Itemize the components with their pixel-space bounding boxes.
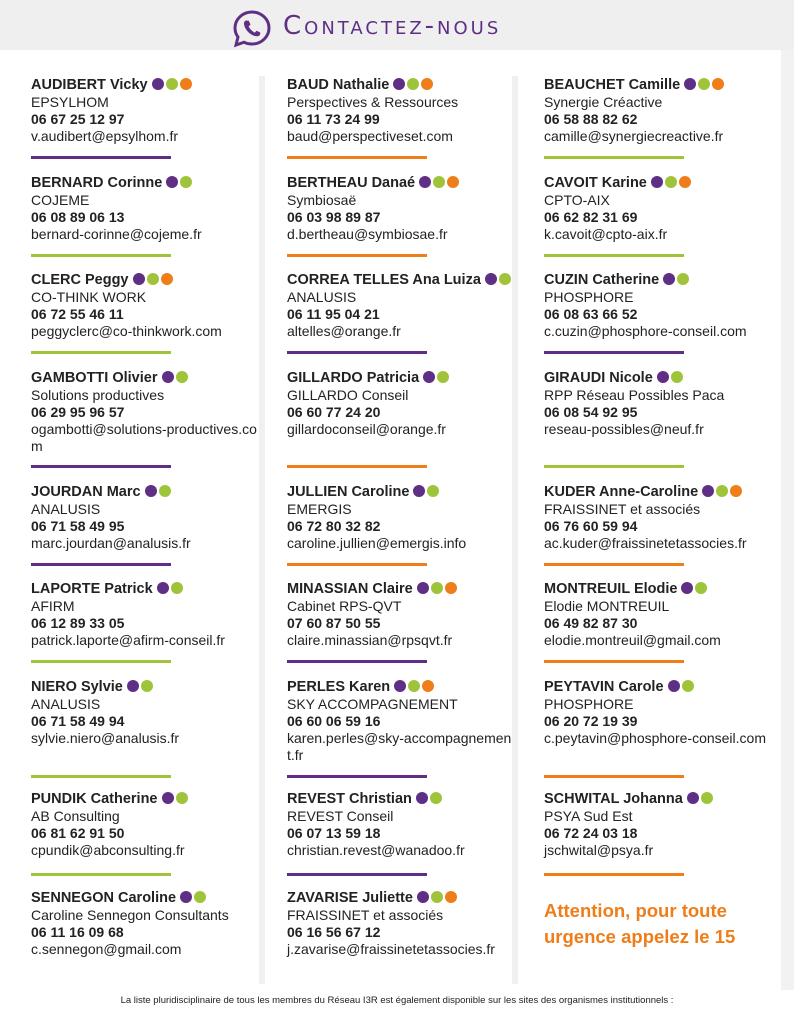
contact-entry-audibert-vicky [31, 76, 263, 145]
separator-line [31, 156, 171, 159]
contact-organization: CPTO-AIX [544, 192, 610, 208]
separator-line [31, 351, 171, 354]
contact-name: BERNARD Corinne [31, 175, 163, 191]
contact-phone[interactable]: 06 60 06 59 16 [287, 713, 381, 729]
purple-dot-icon [663, 273, 675, 285]
specialty-dots [162, 791, 190, 808]
contact-organization: PHOSPHORE [544, 289, 634, 305]
contact-phone[interactable]: 06 62 82 31 69 [544, 209, 638, 225]
contact-name: JULLIEN Caroline [287, 484, 410, 500]
green-dot-icon [499, 273, 511, 285]
contact-panel [0, 50, 781, 990]
purple-dot-icon [394, 680, 406, 692]
contact-email[interactable]: elodie.montreuil@gmail.com [544, 632, 721, 648]
contact-organization: PHOSPHORE [544, 696, 634, 712]
contact-email[interactable]: ogambotti@solutions-productives.com [31, 421, 257, 454]
green-dot-icon [431, 891, 443, 903]
specialty-dots [133, 272, 175, 289]
contact-entry-bernard-corinne [31, 174, 263, 243]
contact-phone[interactable]: 06 11 73 24 99 [287, 111, 380, 127]
green-dot-icon [166, 78, 178, 90]
contact-organization: Caroline Sennegon Consultants [31, 907, 229, 923]
contact-header [544, 174, 776, 192]
contact-email[interactable]: c.cuzin@phosphore-conseil.com [544, 323, 747, 339]
orange-dot-icon [679, 176, 691, 188]
specialty-dots [127, 679, 155, 696]
purple-dot-icon [657, 371, 669, 383]
specialty-dots [419, 175, 461, 192]
contact-header [31, 580, 263, 598]
specialty-dots [485, 272, 513, 289]
contact-entry-zavarise-juliette [287, 889, 517, 958]
contact-entry-giraudi-nicole [544, 369, 776, 438]
contact-header [287, 369, 517, 387]
purple-dot-icon [127, 680, 139, 692]
separator-line [31, 254, 171, 257]
contact-name: AUDIBERT Vicky [31, 77, 148, 93]
purple-dot-icon [145, 485, 157, 497]
contact-name: PUNDIK Catherine [31, 791, 158, 807]
contact-email[interactable]: bernard-corinne@cojeme.fr [31, 226, 202, 242]
contact-phone[interactable]: 06 08 63 66 52 [544, 306, 638, 322]
specialty-dots [152, 77, 194, 94]
contact-header [544, 271, 776, 289]
contact-entry-montreuil-elodie [544, 580, 776, 649]
contact-entry-beauchet-camille [544, 76, 776, 145]
contact-name: MINASSIAN Claire [287, 581, 413, 597]
green-dot-icon [665, 176, 677, 188]
purple-dot-icon [417, 891, 429, 903]
specialty-dots [393, 77, 435, 94]
separator-line [544, 351, 684, 354]
contact-header [287, 174, 517, 192]
separator-line [544, 254, 684, 257]
contact-organization: ANALUSIS [31, 696, 101, 712]
contact-phone[interactable]: 06 71 58 49 95 [31, 518, 125, 534]
green-dot-icon [407, 78, 419, 90]
contact-phone[interactable]: 06 12 89 33 05 [31, 615, 125, 631]
contact-name: NIERO Sylvie [31, 679, 123, 695]
purple-dot-icon [166, 176, 178, 188]
contact-email[interactable]: gillardoconseil@orange.fr [287, 421, 446, 437]
contact-email[interactable]: cpundik@abconsulting.fr [31, 842, 185, 858]
green-dot-icon [427, 485, 439, 497]
contact-entry-kuder-anne-caroline [544, 483, 776, 552]
orange-dot-icon [422, 680, 434, 692]
contact-header [31, 369, 263, 387]
purple-dot-icon [393, 78, 405, 90]
contact-name: CAVOIT Karine [544, 175, 647, 191]
separator-line [287, 156, 427, 159]
contact-name: KUDER Anne-Caroline [544, 484, 699, 500]
contact-name: BAUD Nathalie [287, 77, 390, 93]
green-dot-icon [677, 273, 689, 285]
separator-line [544, 873, 684, 876]
contact-phone[interactable]: 06 20 72 19 39 [544, 713, 638, 729]
contact-name: BERTHEAU Danaé [287, 175, 416, 191]
orange-dot-icon [180, 78, 192, 90]
orange-dot-icon [161, 273, 173, 285]
contact-entry-laporte-patrick [31, 580, 263, 649]
purple-dot-icon [423, 371, 435, 383]
contact-name: REVEST Christian [287, 791, 412, 807]
orange-dot-icon [421, 78, 433, 90]
contact-phone[interactable]: 06 03 98 89 87 [287, 209, 381, 225]
contact-header [31, 678, 263, 696]
contact-header [31, 790, 263, 808]
green-dot-icon [701, 792, 713, 804]
contact-email[interactable]: camille@synergiecreactive.fr [544, 128, 724, 144]
separator-line [544, 156, 684, 159]
green-dot-icon [671, 371, 683, 383]
green-dot-icon [141, 680, 153, 692]
green-dot-icon [171, 582, 183, 594]
contact-header [31, 271, 263, 289]
specialty-dots [663, 272, 691, 289]
contact-entry-sennegon-caroline [31, 889, 263, 958]
separator-line [544, 775, 684, 778]
contact-entry-cavoit-karine [544, 174, 776, 243]
green-dot-icon [698, 78, 710, 90]
contact-name: CLERC Peggy [31, 272, 129, 288]
purple-dot-icon [684, 78, 696, 90]
contact-email[interactable]: sylvie.niero@analusis.fr [31, 730, 180, 746]
contact-name: SCHWITAL Johanna [544, 791, 683, 807]
contact-phone[interactable]: 06 72 24 03 18 [544, 825, 638, 841]
contact-header [544, 678, 776, 696]
purple-dot-icon [180, 891, 192, 903]
contact-name: MONTREUIL Elodie [544, 581, 678, 597]
contact-email[interactable]: d.bertheau@symbiosae.fr [287, 226, 448, 242]
contact-email[interactable]: c.peytavin@phosphore-conseil.com [544, 730, 766, 746]
contact-organization: CO-THINK WORK [31, 289, 147, 305]
contact-phone[interactable]: 06 07 13 59 18 [287, 825, 381, 841]
contact-entry-clerc-peggy [31, 271, 263, 340]
contact-organization: FRAISSINET et associés [544, 501, 701, 517]
contact-organization: Elodie MONTREUIL [544, 598, 670, 614]
specialty-dots [657, 370, 685, 387]
purple-dot-icon [651, 176, 663, 188]
contact-header [544, 790, 776, 808]
contact-header [31, 483, 263, 501]
contact-organization: SKY ACCOMPAGNEMENT [287, 696, 458, 712]
contact-phone[interactable]: 06 49 82 87 30 [544, 615, 638, 631]
contact-name: PERLES Karen [287, 679, 391, 695]
contact-organization: Cabinet RPS-QVT [287, 598, 402, 614]
purple-dot-icon [668, 680, 680, 692]
contact-phone[interactable]: 07 60 87 50 55 [287, 615, 381, 631]
contact-name: GIRAUDI Nicole [544, 370, 653, 386]
contact-name: GAMBOTTI Olivier [31, 370, 158, 386]
phone-icon [232, 9, 272, 49]
contact-email[interactable]: reseau-possibles@neuf.fr [544, 421, 704, 437]
purple-dot-icon [417, 582, 429, 594]
contact-name: CORREA TELLES Ana Luiza [287, 272, 481, 288]
orange-dot-icon [447, 176, 459, 188]
specialty-dots [417, 581, 459, 598]
specialty-dots [394, 679, 436, 696]
green-dot-icon [695, 582, 707, 594]
contact-organization: AB Consulting [31, 808, 120, 824]
contact-phone[interactable]: 06 11 16 09 68 [31, 924, 124, 940]
separator-line [544, 465, 684, 468]
page-title: Contactez-nous [283, 11, 502, 41]
contact-header [287, 790, 517, 808]
separator-line [544, 660, 684, 663]
contact-header [287, 580, 517, 598]
contact-phone[interactable]: 06 72 55 46 11 [31, 306, 124, 322]
specialty-dots [702, 484, 744, 501]
contact-header [544, 76, 776, 94]
scrollbar-track[interactable] [781, 50, 794, 990]
contact-organization: Perspectives & Ressources [287, 94, 459, 110]
separator-line [287, 465, 427, 468]
contact-header [31, 174, 263, 192]
separator-line [31, 465, 171, 468]
purple-dot-icon [157, 582, 169, 594]
specialty-dots [684, 77, 726, 94]
contact-entry-niero-sylvie [31, 678, 263, 747]
green-dot-icon [176, 371, 188, 383]
contact-organization: REVEST Conseil [287, 808, 394, 824]
emergency-notice: Attention, pour toute urgence appelez le 15 [544, 900, 736, 947]
specialty-dots [145, 484, 173, 501]
separator-line [287, 254, 427, 257]
contact-name: PEYTAVIN Carole [544, 679, 664, 695]
purple-dot-icon [485, 273, 497, 285]
contact-email[interactable]: j.zavarise@fraissinetetassocies.fr [287, 941, 495, 957]
specialty-dots [413, 484, 441, 501]
specialty-dots [157, 581, 185, 598]
contact-phone[interactable]: 06 60 77 24 20 [287, 404, 381, 420]
contact-phone[interactable]: 06 58 88 82 62 [544, 111, 638, 127]
specialty-dots [681, 581, 709, 598]
contact-email[interactable]: jschwital@psya.fr [544, 842, 654, 858]
green-dot-icon [159, 485, 171, 497]
orange-dot-icon [445, 891, 457, 903]
contact-name: GILLARDO Patricia [287, 370, 420, 386]
contact-phone[interactable]: 06 71 58 49 94 [31, 713, 125, 729]
contact-entry-gambotti-olivier [31, 369, 263, 455]
contact-organization: EPSYLHOM [31, 94, 109, 110]
purple-dot-icon [162, 792, 174, 804]
contact-entry-schwital-johanna [544, 790, 776, 859]
contact-phone[interactable]: 06 76 60 59 94 [544, 518, 638, 534]
green-dot-icon [433, 176, 445, 188]
contact-header [287, 889, 517, 907]
contact-name: CUZIN Catherine [544, 272, 660, 288]
contact-phone[interactable]: 06 29 95 96 57 [31, 404, 125, 420]
contact-email[interactable]: karen.perles@sky-accompagnement.fr [287, 730, 512, 763]
contact-email[interactable]: k.cavoit@cpto-aix.fr [544, 226, 668, 242]
contact-organization: ANALUSIS [31, 501, 101, 517]
contact-organization: FRAISSINET et associés [287, 907, 444, 923]
green-dot-icon [437, 371, 449, 383]
contact-header [31, 76, 263, 94]
purple-dot-icon [419, 176, 431, 188]
contact-email[interactable]: christian.revest@wanadoo.fr [287, 842, 465, 858]
orange-dot-icon [445, 582, 457, 594]
contact-email[interactable]: v.audibert@epsylhom.fr [31, 128, 179, 144]
contact-email[interactable]: patrick.laporte@afirm-conseil.fr [31, 632, 225, 648]
green-dot-icon [147, 273, 159, 285]
contact-header [287, 76, 517, 94]
separator-line [287, 563, 427, 566]
contact-phone[interactable]: 06 11 95 04 21 [287, 306, 380, 322]
contact-entry-jourdan-marc [31, 483, 263, 552]
specialty-dots [162, 370, 190, 387]
separator-line [544, 563, 684, 566]
green-dot-icon [408, 680, 420, 692]
contact-organization: COJEME [31, 192, 90, 208]
contact-organization: Solutions productives [31, 387, 165, 403]
separator-line [287, 873, 427, 876]
specialty-dots [423, 370, 451, 387]
orange-dot-icon [730, 485, 742, 497]
contact-entry-perles-karen [287, 678, 517, 764]
specialty-dots [687, 791, 715, 808]
contact-phone[interactable]: 06 16 56 67 12 [287, 924, 381, 940]
purple-dot-icon [687, 792, 699, 804]
contact-organization: EMERGIS [287, 501, 352, 517]
separator-line [287, 775, 427, 778]
contact-entry-pundik-catherine [31, 790, 263, 859]
contact-organization: ANALUSIS [287, 289, 357, 305]
purple-dot-icon [162, 371, 174, 383]
specialty-dots [417, 890, 459, 907]
separator-line [287, 351, 427, 354]
green-dot-icon [194, 891, 206, 903]
green-dot-icon [431, 582, 443, 594]
specialty-dots [180, 890, 208, 907]
contact-header [287, 483, 517, 501]
contact-phone[interactable]: 06 72 80 32 82 [287, 518, 381, 534]
purple-dot-icon [152, 78, 164, 90]
green-dot-icon [716, 485, 728, 497]
purple-dot-icon [681, 582, 693, 594]
contact-name: JOURDAN Marc [31, 484, 141, 500]
contact-header [287, 271, 517, 289]
contact-entry-bertheau-danae [287, 174, 517, 243]
contact-email[interactable]: altelles@orange.fr [287, 323, 401, 339]
orange-dot-icon [712, 78, 724, 90]
contact-name: LAPORTE Patrick [31, 581, 153, 597]
contact-entry-jullien-caroline [287, 483, 517, 552]
purple-dot-icon [413, 485, 425, 497]
contact-phone[interactable]: 06 08 89 06 13 [31, 209, 125, 225]
contact-name: BEAUCHET Camille [544, 77, 681, 93]
contact-entry-cuzin-catherine [544, 271, 776, 340]
green-dot-icon [176, 792, 188, 804]
contact-email[interactable]: c.sennegon@gmail.com [31, 941, 182, 957]
specialty-dots [668, 679, 696, 696]
purple-dot-icon [702, 485, 714, 497]
contact-header [31, 889, 263, 907]
contact-organization: AFIRM [31, 598, 75, 614]
purple-dot-icon [133, 273, 145, 285]
contact-email[interactable]: ac.kuder@fraissinetetassocies.fr [544, 535, 747, 551]
green-dot-icon [430, 792, 442, 804]
contact-entry-baud-nathalie [287, 76, 517, 145]
page-header [0, 0, 794, 50]
contact-entry-minassian-claire [287, 580, 517, 649]
specialty-dots [166, 175, 194, 192]
contact-organization: PSYA Sud Est [544, 808, 633, 824]
contact-header [287, 678, 517, 696]
purple-dot-icon [416, 792, 428, 804]
separator-line [31, 660, 171, 663]
green-dot-icon [682, 680, 694, 692]
contact-phone[interactable]: 06 81 62 91 50 [31, 825, 125, 841]
contact-email[interactable]: caroline.jullien@emergis.info [287, 535, 467, 551]
contact-phone[interactable]: 06 67 25 12 97 [31, 111, 125, 127]
contact-entry-revest-christian [287, 790, 517, 859]
contact-name: SENNEGON Caroline [31, 890, 177, 906]
contact-entry-correa-telles-ana-luiza [287, 271, 517, 340]
separator-line [31, 873, 171, 876]
contact-header [544, 580, 776, 598]
contact-email[interactable]: peggyclerc@co-thinkwork.com [31, 323, 222, 339]
specialty-dots [651, 175, 693, 192]
green-dot-icon [180, 176, 192, 188]
contact-phone[interactable]: 06 08 54 92 95 [544, 404, 638, 420]
separator-line [31, 775, 171, 778]
footer-note: La liste pluridisciplinaire de tous les membres du Réseau I3R est également disponible sur les sites des organismes institutionnels : [0, 990, 794, 1013]
contact-entry-gillardo-patricia [287, 369, 517, 438]
contact-organization: Symbiosaë [287, 192, 357, 208]
contact-email[interactable]: baud@perspectiveset.com [287, 128, 453, 144]
contact-header [544, 369, 776, 387]
contact-name: ZAVARISE Juliette [287, 890, 413, 906]
contact-organization: RPP Réseau Possibles Paca [544, 387, 725, 403]
contact-email[interactable]: marc.jourdan@analusis.fr [31, 535, 191, 551]
contact-entry-peytavin-carole [544, 678, 776, 747]
contact-email[interactable]: claire.minassian@rpsqvt.fr [287, 632, 453, 648]
separator-line [287, 660, 427, 663]
contact-organization: GILLARDO Conseil [287, 387, 409, 403]
contact-organization: Synergie Créactive [544, 94, 663, 110]
specialty-dots [416, 791, 444, 808]
separator-line [31, 563, 171, 566]
contact-header [544, 483, 776, 501]
